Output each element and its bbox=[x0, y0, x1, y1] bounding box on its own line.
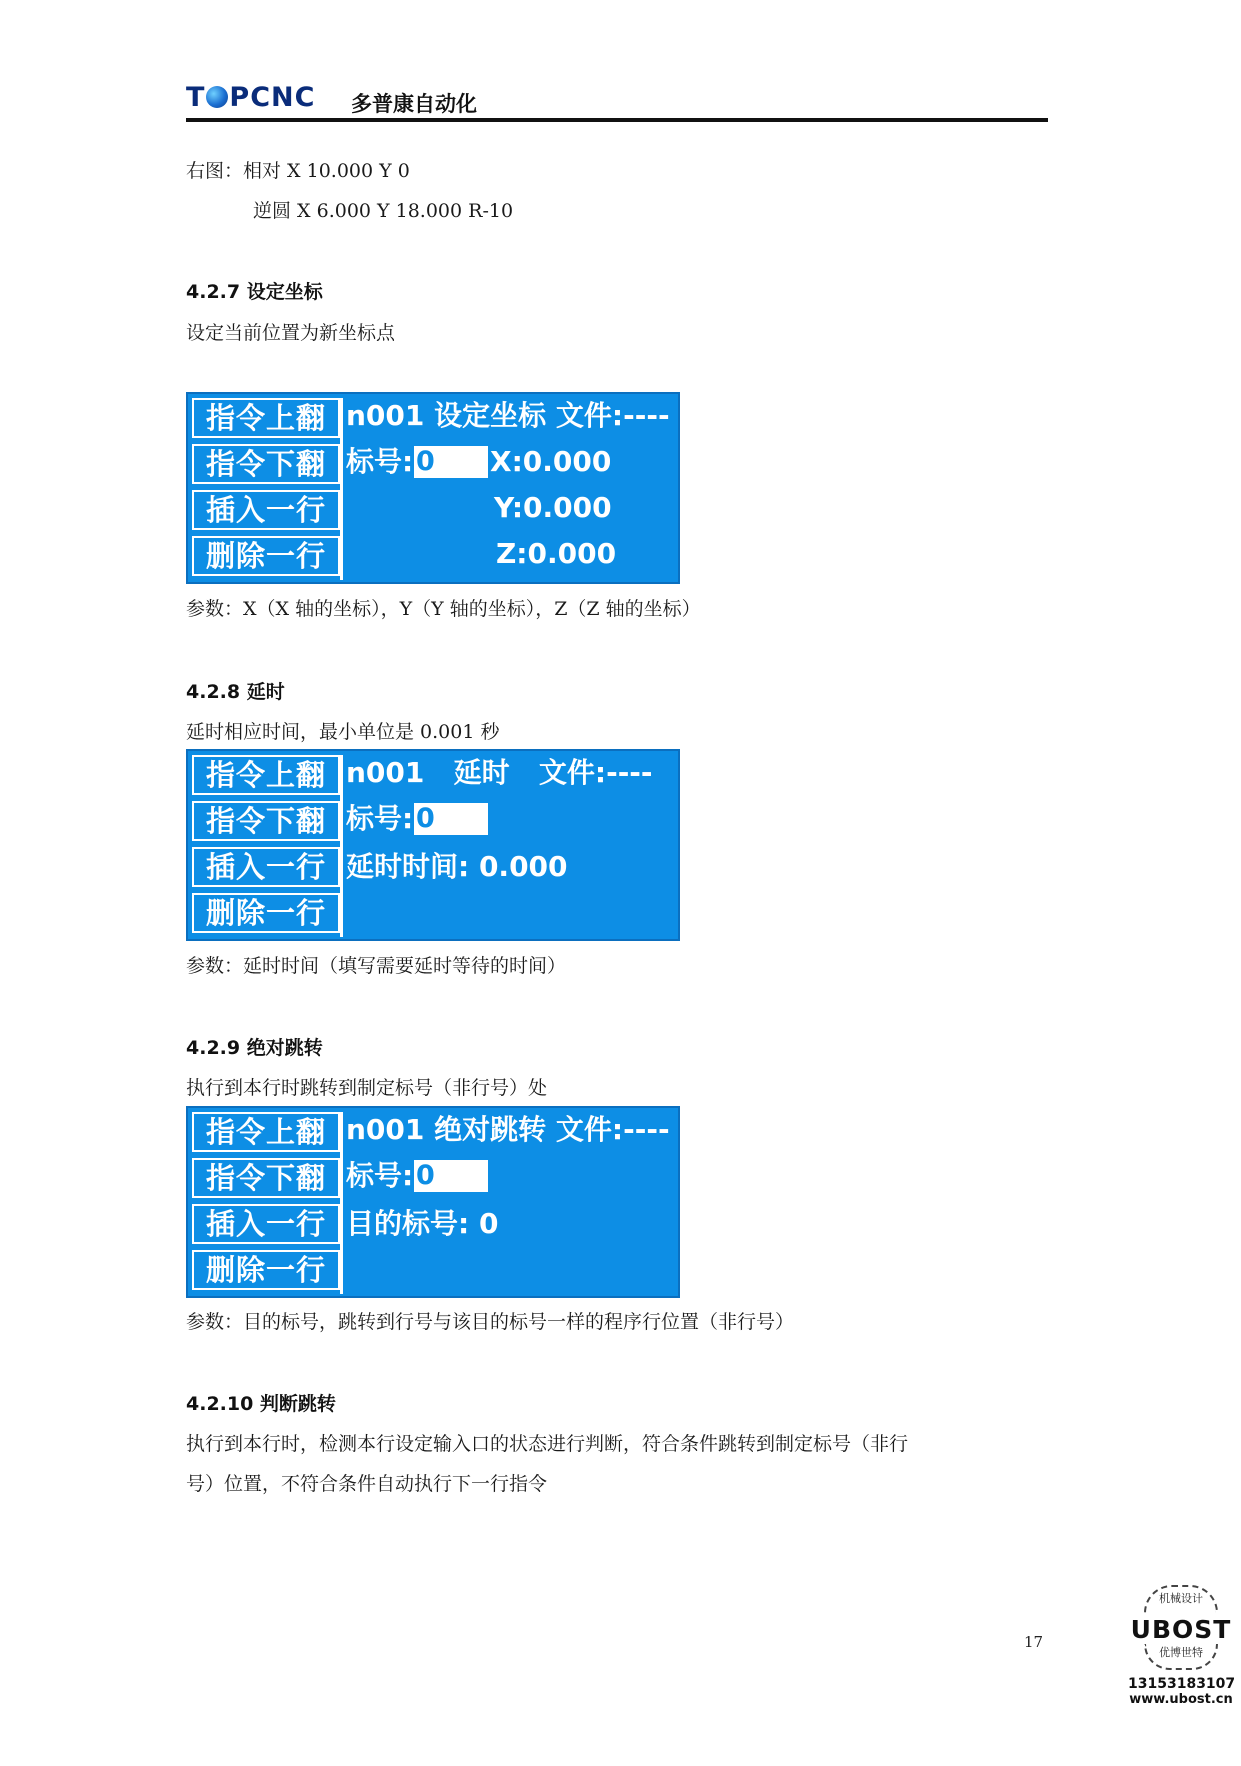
cnc-panel-absolute-jump bbox=[186, 1106, 680, 1298]
cmd-page-down-button[interactable]: 指令下翻 bbox=[192, 801, 340, 841]
z-coordinate: Z:0.000 bbox=[496, 537, 617, 570]
delete-line-button[interactable]: 删除一行 bbox=[192, 893, 340, 933]
cmd-page-up-button[interactable]: 指令上翻 bbox=[192, 755, 340, 795]
stamp-website: www.ubost.cn bbox=[1129, 1692, 1233, 1707]
ubost-stamp bbox=[1128, 1585, 1234, 1760]
delay-time: 延时时间: 0.000 bbox=[346, 850, 568, 883]
page-number: 17 bbox=[1024, 1633, 1044, 1651]
delete-line-button[interactable]: 删除一行 bbox=[192, 1250, 340, 1290]
label-no-input[interactable]: 0 bbox=[414, 803, 488, 835]
section-desc-429: 执行到本行时跳转到制定标号（非行号）处 bbox=[186, 1077, 548, 1099]
panel-divider bbox=[340, 1112, 343, 1294]
section-desc-4210-line1: 执行到本行时，检测本行设定输入口的状态进行判断，符合条件跳转到制定标号（非行 bbox=[186, 1433, 909, 1455]
header-rule bbox=[186, 118, 1048, 122]
label-no-input[interactable]: 0 bbox=[414, 446, 488, 478]
panel-title: n001 绝对跳转 文件:---- bbox=[346, 1113, 670, 1146]
page-header bbox=[186, 82, 1048, 122]
gear-icon: 优博世特 bbox=[1144, 1644, 1218, 1670]
panel-title: n001 延时 文件:---- bbox=[346, 756, 653, 789]
stamp-phone: 13153183107 bbox=[1128, 1676, 1236, 1692]
label-no: 标号: bbox=[346, 1159, 414, 1192]
globe-icon bbox=[206, 86, 228, 108]
section-desc-4210-line2: 号）位置，不符合条件自动执行下一行指令 bbox=[186, 1473, 548, 1495]
label-no-input[interactable]: 0 bbox=[414, 1160, 488, 1192]
cmd-page-down-button[interactable]: 指令下翻 bbox=[192, 1158, 340, 1198]
target-label: 目的标号: 0 bbox=[346, 1207, 499, 1240]
intro-line-1: 右图：相对 X 10.000 Y 0 bbox=[186, 160, 410, 182]
intro-line-2: 逆圆 X 6.000 Y 18.000 R-10 bbox=[253, 200, 514, 222]
stamp-brand: UBOST bbox=[1130, 1615, 1232, 1644]
label-no: 标号: bbox=[346, 802, 414, 835]
panel-divider bbox=[340, 398, 343, 580]
section-params-429: 参数：目的标号，跳转到行号与该目的标号一样的程序行位置（非行号） bbox=[186, 1311, 795, 1333]
cmd-page-down-button[interactable]: 指令下翻 bbox=[192, 444, 340, 484]
insert-line-button[interactable]: 插入一行 bbox=[192, 1204, 340, 1244]
section-params-427: 参数：X（X 轴的坐标），Y（Y 轴的坐标），Z（Z 轴的坐标） bbox=[186, 598, 701, 620]
y-coordinate: Y:0.000 bbox=[494, 491, 612, 524]
panel-title: n001 设定坐标 文件:---- bbox=[346, 399, 670, 432]
cmd-page-up-button[interactable]: 指令上翻 bbox=[192, 398, 340, 438]
cnc-panel-set-coordinates bbox=[186, 392, 680, 584]
topcnc-logo: T PCNC bbox=[186, 82, 316, 113]
section-desc-427: 设定当前位置为新坐标点 bbox=[186, 322, 396, 344]
label-no: 标号: bbox=[346, 445, 414, 478]
cnc-panel-delay bbox=[186, 749, 680, 941]
gear-icon: 机械设计 bbox=[1144, 1585, 1218, 1613]
panel-divider bbox=[340, 755, 343, 937]
section-params-428: 参数：延时时间（填写需要延时等待的时间） bbox=[186, 955, 567, 977]
section-desc-428: 延时相应时间，最小单位是 0.001 秒 bbox=[186, 721, 500, 743]
section-heading-428: 4.2.8 延时 bbox=[186, 681, 285, 703]
section-heading-427: 4.2.7 设定坐标 bbox=[186, 281, 323, 303]
delete-line-button[interactable]: 删除一行 bbox=[192, 536, 340, 576]
company-name: 多普康自动化 bbox=[351, 92, 477, 116]
section-heading-4210: 4.2.10 判断跳转 bbox=[186, 1393, 336, 1415]
x-coordinate: X:0.000 bbox=[490, 445, 612, 478]
cmd-page-up-button[interactable]: 指令上翻 bbox=[192, 1112, 340, 1152]
section-heading-429: 4.2.9 绝对跳转 bbox=[186, 1037, 323, 1059]
insert-line-button[interactable]: 插入一行 bbox=[192, 490, 340, 530]
insert-line-button[interactable]: 插入一行 bbox=[192, 847, 340, 887]
